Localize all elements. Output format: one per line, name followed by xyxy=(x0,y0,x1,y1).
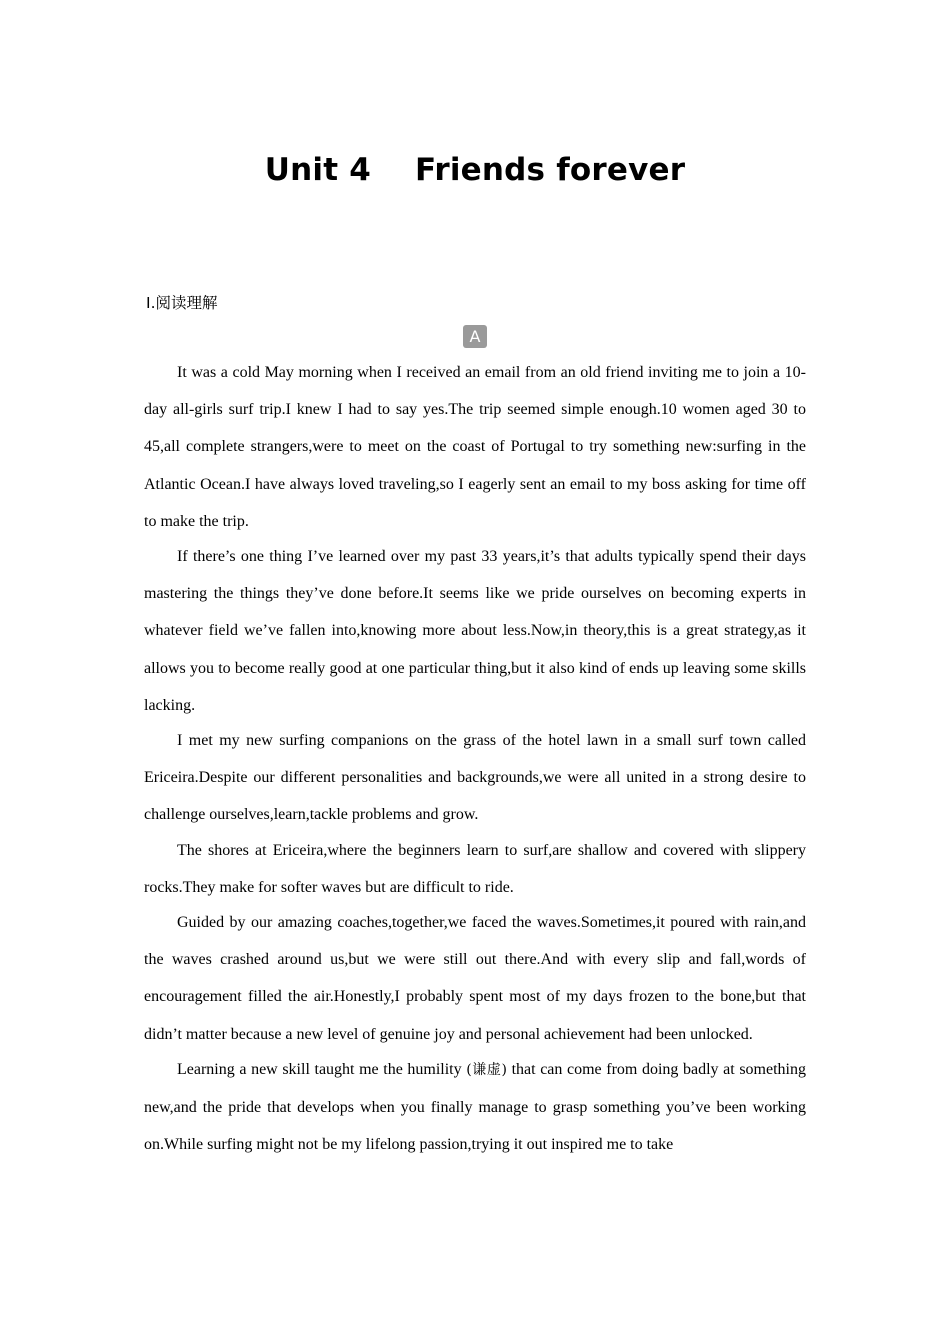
paragraph-6-text-before: Learning a new skill taught me the humility xyxy=(177,1060,467,1078)
paragraph-1: It was a cold May morning when I received an email from an old friend inviting me to join a 10-day all-girls surf trip.I knew I had to say yes.The trip seemed simple enough.10 women aged 30 to 45,all complete strangers,were to meet on the coast of Portugal to try something new:surfing in the Atlantic Ocean.I have always loved traveling,so I eagerly sent an email to my boss asking for time off to make the trip. xyxy=(144,364,806,530)
paragraph-5: Guided by our amazing coaches,together,we faced the waves.Sometimes,it poured with rain,and the waves crashed around us,but we were still out there.And with every slip and fall,words of encouragement filled the air.Honestly,I probably spent most of my days frozen to the bone,but that didn’t matter because a new level of genuine joy and personal achievement had been unlocked. xyxy=(144,914,806,1043)
document-title: Unit 4 Friends forever xyxy=(264,152,686,188)
paragraph-2: If there’s one thing I’ve learned over my past 33 years,it’s that adults typically spend their days mastering the things they’ve done before.It seems like we pride ourselves on becoming experts in whatever field we’ve fallen into,knowing more about less.Now,in theory,this is a great strategy,as it allows you to become really good at one particular thing,but it also kind of ends up leaving some skills lacking. xyxy=(144,548,806,714)
passage-badge: A xyxy=(463,325,487,348)
passage-body xyxy=(144,354,806,1161)
paragraph-6-text-after: that can come from doing badly at something new,and the pride that develops when you finally manage to grasp something you’ve been working on.While surfing might not be my lifelong passion,trying it out inspired me to take xyxy=(144,1060,806,1154)
paragraph-6 xyxy=(144,1051,806,1164)
humility-gloss: (谦虚) xyxy=(466,1061,507,1078)
paragraph-4: The shores at Ericeira,where the beginners learn to surf,are shallow and covered with slippery rocks.They make for softer waves but are difficult to ride. xyxy=(144,841,806,896)
section-label-reading-comprehension: Ⅰ.阅读理解 xyxy=(146,294,218,312)
paragraph-3: I met my new surfing companions on the grass of the hotel lawn in a small surf town called Ericeira.Despite our different personalities and backgrounds,we were all united in a strong desire to challenge ourselves,learn,tackle problems and grow. xyxy=(144,732,806,824)
